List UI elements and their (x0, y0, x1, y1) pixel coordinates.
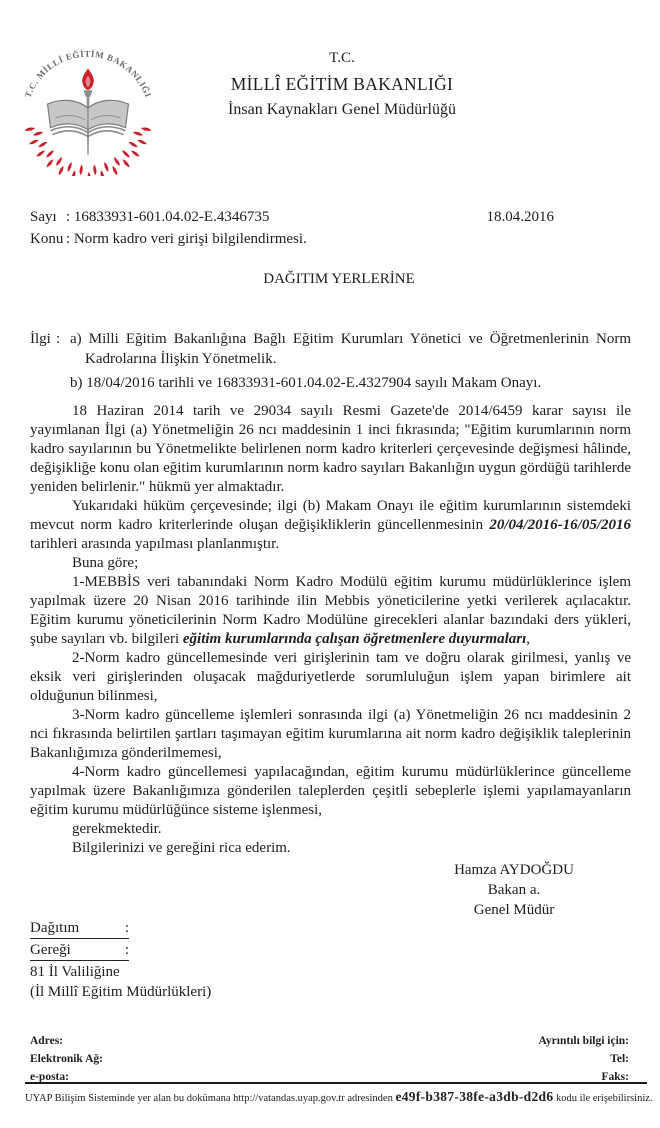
email-label: e-posta: (30, 1071, 69, 1083)
sayi-label: Sayı (30, 209, 57, 225)
geregi-label: Gereği (30, 942, 71, 958)
dagitim-label: Dağıtım (30, 920, 80, 936)
paragraph-8: gerekmektedir. (72, 821, 162, 837)
directorate-title: İnsan Kaynakları Genel Müdürlüğü (228, 101, 456, 118)
ilgi-item-b: b) 18/04/2016 tarihli ve 16833931-601.04.02-E.4327904 sayılı Makam Onayı. (70, 375, 542, 391)
footer-contact (30, 1032, 629, 1086)
paragraph-6: 3-Norm kadro güncelleme işlemleri sonrasında ilgi (a) Yönetmeliğin 26 ncı maddesinin 2 nci fıkrasında belirtilen şartları taşımayan eğitim kurumlarına ait norm kadro değişiklik taleplerinin Bakanlığımıza gönderilmemesi, (30, 707, 631, 761)
uyap-suffix: kodu ile erişebilirsiniz. (553, 1093, 653, 1104)
paragraph-4-text: 1-MEBBİS veri tabanındaki Norm Kadro Modülü eğitim kurumu müdürlüklerince işlem yapılmak üzere 20 Nisan 2016 tarihinde ilin Mebbis yöneticilerine yetki verilerek açılacaktır. Eğitim kurumu yöneticilerinin Norm Kadro Modülüne girecekleri alanlar bazındaki ders yükleri, şube sayıları vb. bilgileri (30, 574, 631, 647)
announcement-emphasis: eğitim kurumlarında çalışan öğretmenlere duyurmaları (182, 631, 527, 647)
network-label: Elektronik Ağ: (30, 1053, 103, 1065)
uyap-access-code: e49f-b387-38fe-a3db-d2d6 (395, 1089, 554, 1104)
letter-meta (30, 206, 630, 250)
date-range-emphasis: 20/04/2016-16/05/2016 (489, 517, 631, 533)
konu-value: : Norm kadro veri girişi bilgilendirmesi. (66, 231, 307, 247)
letter-body (30, 402, 631, 858)
ilgi-colon: : (56, 331, 61, 347)
signature-title-1: Bakan a. (487, 882, 541, 898)
paragraph-3: Buna göre; (72, 555, 139, 571)
logo-arc-text: T.C. MİLLİ EĞİTİM BAKANLIĞI (22, 48, 154, 99)
paragraph-4-tail: , (526, 631, 531, 647)
paragraph-4 (30, 573, 631, 649)
paragraph-2 (30, 497, 631, 554)
signature-block (428, 860, 600, 920)
footer-right-column (538, 1032, 629, 1086)
distribution-line-2: (İl Millî Eğitim Müdürlükleri) (30, 984, 212, 1000)
uyap-note (25, 1089, 654, 1105)
paragraph-1: 18 Haziran 2014 tarih ve 29034 sayılı Resmi Gazete'de 2014/6459 karar sayısı ile yayımlanan İlgi (a) Yönetmeliğin 26 ncı maddesinin 1 inci fıkrasında; "Eğitim kurumlarının norm kadro sayılarının bu Yönetmelikte belirlenen norm kadro kriterleri çerçevesinde değişmesi hâlinde, değişikliğe konu olan eğitim kurumlarının norm kadro sayıları Bakanlığın uygun gördüğü tarihlerde yeniden belirlenir." hükmü yer almaktadır. (30, 403, 631, 495)
ilgi-item-a: a) Milli Eğitim Bakanlığına Bağlı Eğitim Kurumları Yönetici ve Öğretmenlerinin Norm Kadrolarına İlişkin Yönetmelik. (70, 331, 631, 367)
geregi-colon: : (124, 942, 129, 958)
paragraph-2-text: Yukarıdaki hüküm çerçevesinde; ilgi (b) Makam Onayı ile eğitim kurumlarının sistemdeki mevcut norm kadro kriterlerinde oluşan değişikliklerin güncellenmesinin (30, 498, 631, 533)
distribution-block (30, 918, 211, 1002)
ministry-title: MİLLÎ EĞİTİM BAKANLIĞI (230, 74, 454, 94)
paragraph-2-tail: tarihleri arasında yapılması planlanmıştır. (30, 536, 280, 552)
paragraph-7: 4-Norm kadro güncellemesi yapılacağından, eğitim kurumu müdürlüklerince güncelleme yapılmak üzere Bakanlığımıza gönderilen taleplerden çeşitli sebeplerle işlemi yapılamayanların eğitim kurumu müdürlüğünce sisteme işlenmesi, (30, 764, 631, 818)
ilgi-label: İlgi (30, 331, 51, 347)
info-label: Ayrıntılı bilgi için: (538, 1035, 629, 1047)
letter-date: 18.04.2016 (486, 209, 554, 225)
recipient-line: DAĞITIM YERLERİNE (263, 271, 415, 287)
signature-title-2: Genel Müdür (473, 902, 555, 918)
paragraph-9: Bilgilerinizi ve gereğini rica ederim. (72, 840, 291, 856)
dagitim-colon: : (124, 920, 129, 936)
letterhead (24, 50, 660, 119)
sayi-value: : 16833931-601.04.02-E.4346735 (66, 209, 270, 225)
footer-left-column (30, 1032, 103, 1086)
address-label: Adres: (30, 1035, 64, 1047)
fax-label: Faks: (601, 1071, 629, 1083)
dagitim-heading (30, 918, 129, 939)
tel-label: Tel: (610, 1053, 629, 1065)
geregi-heading (30, 940, 129, 961)
footer-divider (25, 1082, 647, 1084)
reference-block (30, 330, 631, 399)
republic-title: T.C. (329, 50, 355, 66)
distribution-line-1: 81 İl Valiliğine (30, 964, 120, 980)
uyap-prefix: UYAP Bilişim Sisteminde yer alan bu dokümana http://vatandas.uyap.gov.tr adresinden (25, 1093, 396, 1104)
konu-label: Konu (30, 231, 64, 247)
paragraph-5: 2-Norm kadro güncellemesinde veri girişlerinin tam ve doğru olarak girilmesi, yanlış ve eksik veri girişlerinden oluşacak mağduriyetlerde sorumluluğun işlem yapan birimlere ait olduğunun bilinmesi, (30, 650, 631, 704)
signature-name: Hamza AYDOĞDU (454, 862, 574, 878)
